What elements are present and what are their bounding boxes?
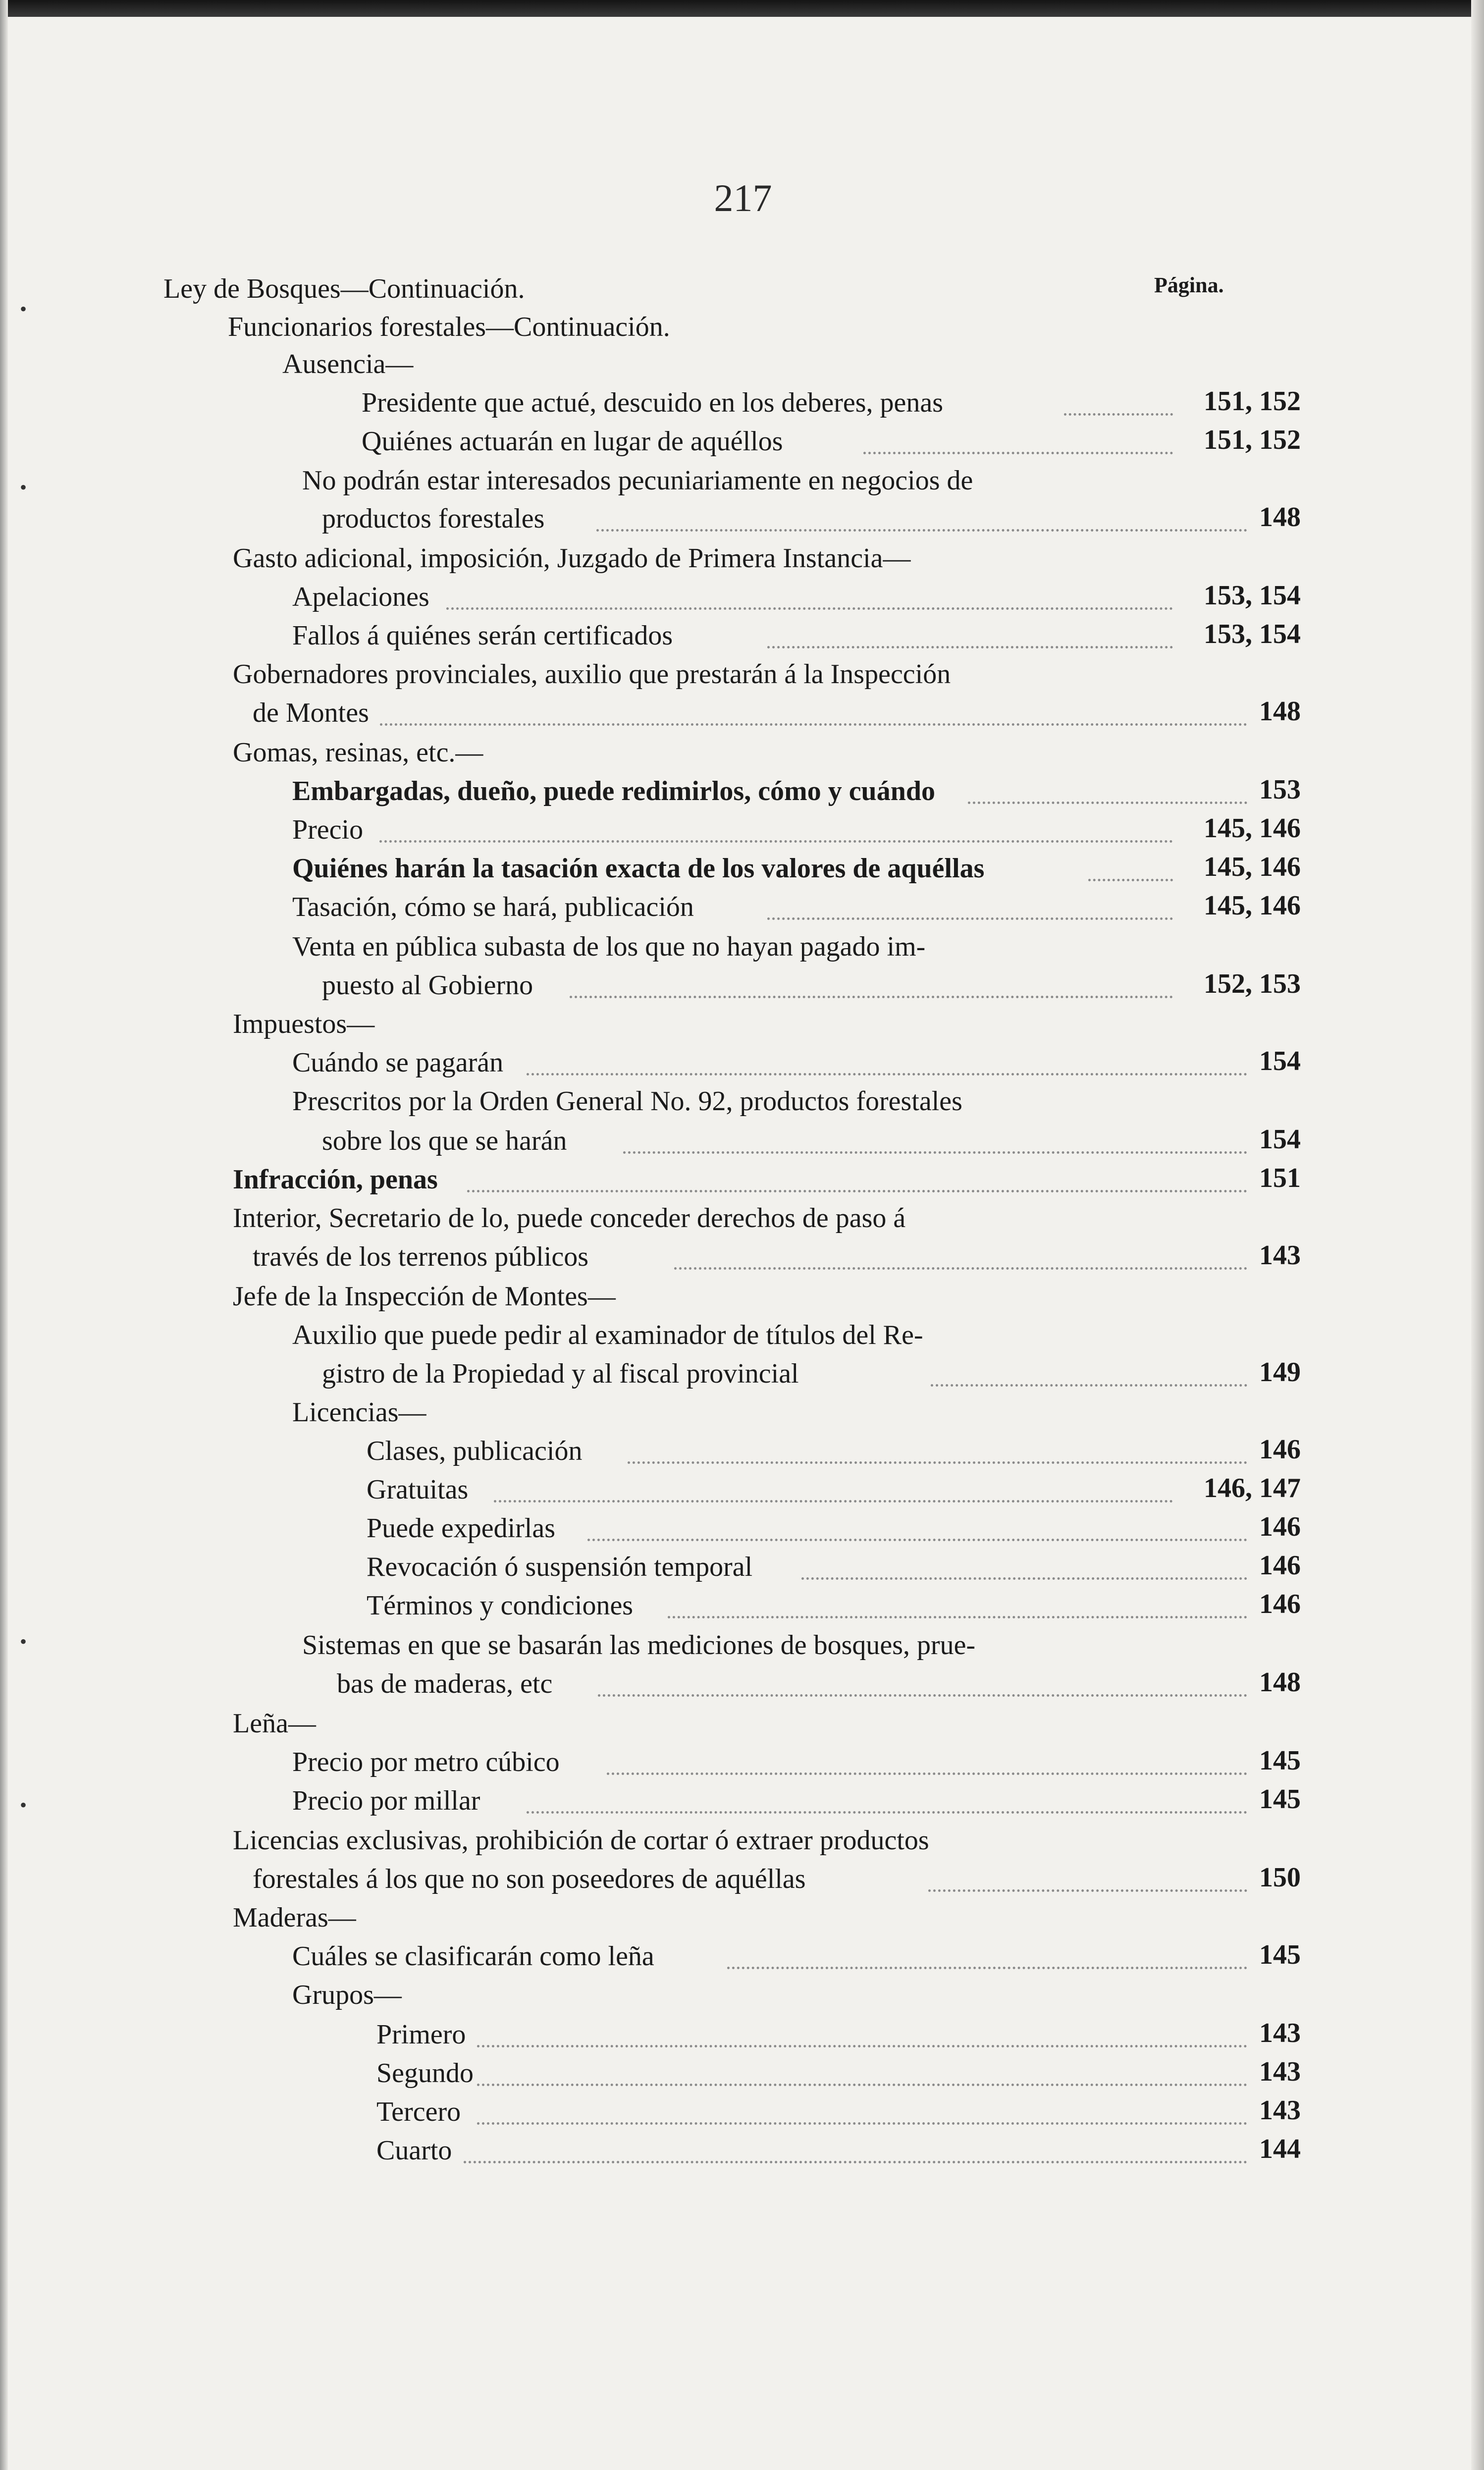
index-entry-text: Primero bbox=[376, 2019, 466, 2050]
index-entry-page: 145, 146 bbox=[1204, 813, 1301, 844]
index-entry-page: 153, 154 bbox=[1204, 619, 1301, 649]
index-entry-text: Fallos á quiénes serán certificados bbox=[292, 620, 673, 651]
leader-dots bbox=[928, 1889, 1247, 1892]
leader-dots bbox=[767, 646, 1173, 648]
index-entry-page: 148 bbox=[1259, 1667, 1301, 1698]
index-entry-text: Ausencia— bbox=[282, 349, 414, 379]
leader-dots bbox=[623, 1151, 1247, 1154]
margin-mark: • bbox=[20, 476, 27, 498]
index-entry-text: Apelaciones bbox=[292, 582, 429, 612]
index-entry-text: Puede expedirlas bbox=[367, 1513, 555, 1544]
index-entry-text: Quiénes actuarán en lugar de aquéllos bbox=[362, 426, 783, 457]
index-entry-text: Tercero bbox=[376, 2096, 461, 2127]
index-entry-text: Sistemas en que se basarán las mediciones de bosques, prue- bbox=[302, 1630, 976, 1661]
leader-dots bbox=[527, 1073, 1247, 1075]
leader-dots bbox=[477, 2084, 1247, 2086]
index-entry-text: gistro de la Propiedad y al fiscal provincial bbox=[322, 1358, 799, 1389]
leader-dots bbox=[968, 802, 1247, 804]
index-entry-text: Auxilio que puede pedir al examinador de títulos del Re- bbox=[292, 1320, 923, 1350]
index-entry-text: Revocación ó suspensión temporal bbox=[367, 1552, 753, 1582]
index-entry-text: Gratuitas bbox=[367, 1474, 469, 1505]
index-entry-text: Gobernadores provinciales, auxilio que prestarán á la Inspección bbox=[233, 659, 951, 690]
leader-dots bbox=[494, 1500, 1173, 1503]
leader-dots bbox=[727, 1967, 1247, 1969]
leader-dots bbox=[598, 1694, 1247, 1697]
leader-dots bbox=[379, 840, 1173, 843]
index-entry-text: Cuándo se pagarán bbox=[292, 1047, 504, 1078]
index-entry-page: 145, 146 bbox=[1204, 890, 1301, 921]
leader-dots bbox=[587, 1539, 1247, 1541]
scan-top-border bbox=[0, 0, 1484, 17]
index-entry-text: Segundo bbox=[376, 2058, 474, 2089]
leader-dots bbox=[863, 452, 1173, 454]
index-entry-text: Jefe de la Inspección de Montes— bbox=[233, 1281, 616, 1312]
index-entry-page: 146 bbox=[1259, 1434, 1301, 1465]
leader-dots bbox=[527, 1811, 1247, 1814]
index-entry-text: Infracción, penas bbox=[233, 1164, 438, 1195]
index-entry-page: 145 bbox=[1259, 1939, 1301, 1970]
leader-dots bbox=[767, 917, 1173, 920]
index-entry-text: Precio por millar bbox=[292, 1785, 480, 1816]
index-entry-text: forestales á los que no son poseedores de aquéllas bbox=[253, 1864, 806, 1894]
leader-dots bbox=[477, 2045, 1247, 2047]
index-entry-page: 151, 152 bbox=[1204, 386, 1301, 417]
index-entry-page: 153, 154 bbox=[1204, 580, 1301, 611]
leader-dots bbox=[1064, 413, 1173, 416]
leader-dots bbox=[380, 723, 1247, 726]
index-entry-text: Términos y condiciones bbox=[367, 1590, 634, 1621]
index-entry-page: 148 bbox=[1259, 502, 1301, 533]
index-entry-text: bas de maderas, etc bbox=[337, 1668, 553, 1699]
index-entry-text: Gasto adicional, imposición, Juzgado de Primera Instancia— bbox=[233, 543, 911, 574]
leader-dots bbox=[628, 1461, 1247, 1464]
index-entry-page: 154 bbox=[1259, 1124, 1301, 1155]
index-entry-text: Presidente que actué, descuido en los deberes, penas bbox=[362, 387, 944, 418]
index-entry-text: Quiénes harán la tasación exacta de los valores de aquéllas bbox=[292, 853, 985, 884]
index-entry-page: 153 bbox=[1259, 774, 1301, 805]
index-entry-page: 145 bbox=[1259, 1784, 1301, 1815]
index-entry-page: 154 bbox=[1259, 1046, 1301, 1076]
index-entry-text: puesto al Gobierno bbox=[322, 970, 533, 1001]
index-entry-text: No podrán estar interesados pecuniariamente en negocios de bbox=[302, 465, 973, 496]
index-heading: Ley de Bosques—Continuación. bbox=[163, 273, 525, 304]
index-entry-text: Licencias— bbox=[292, 1397, 426, 1428]
margin-mark: • bbox=[20, 1794, 27, 1816]
index-entry-text: Clases, publicación bbox=[367, 1436, 583, 1466]
index-entry-page: 146 bbox=[1259, 1511, 1301, 1542]
index-entry-page: 151 bbox=[1259, 1163, 1301, 1193]
index-subheading: Funcionarios forestales—Continuación. bbox=[228, 312, 670, 342]
index-entry-text: Tasación, cómo se hará, publicación bbox=[292, 892, 694, 922]
leader-dots bbox=[570, 996, 1173, 998]
index-entry-text: sobre los que se harán bbox=[322, 1126, 567, 1156]
leader-dots bbox=[931, 1384, 1247, 1387]
index-entry-page: 144 bbox=[1259, 2134, 1301, 2164]
pagina-column-label: Página. bbox=[1154, 273, 1224, 297]
index-entry-text: Maderas— bbox=[233, 1902, 356, 1933]
index-entry-text: Prescritos por la Orden General No. 92, productos forestales bbox=[292, 1086, 962, 1117]
index-entry-page: 146, 147 bbox=[1204, 1473, 1301, 1503]
index-entry-text: Venta en pública subasta de los que no hayan pagado im- bbox=[292, 931, 926, 962]
index-entry-page: 149 bbox=[1259, 1357, 1301, 1388]
index-entry-page: 148 bbox=[1259, 696, 1301, 727]
leader-dots bbox=[668, 1616, 1247, 1618]
scan-left-edge bbox=[0, 0, 8, 2470]
margin-mark: • bbox=[20, 1630, 27, 1653]
index-entry-page: 150 bbox=[1259, 1862, 1301, 1893]
index-entry-text: Embargadas, dueño, puede redimirlos, cómo y cuándo bbox=[292, 776, 935, 806]
index-entry-text: través de los terrenos públicos bbox=[253, 1241, 589, 1272]
leader-dots bbox=[674, 1267, 1247, 1270]
index-entry-page: 145 bbox=[1259, 1745, 1301, 1776]
page-number: 217 bbox=[714, 176, 772, 219]
index-entry-page: 143 bbox=[1259, 2095, 1301, 2126]
index-entry-page: 152, 153 bbox=[1204, 968, 1301, 999]
leader-dots bbox=[801, 1577, 1247, 1580]
index-entry-text: Gomas, resinas, etc.— bbox=[233, 737, 483, 768]
margin-mark: • bbox=[20, 298, 27, 320]
index-entry-page: 143 bbox=[1259, 2018, 1301, 2048]
index-entry-text: Cuarto bbox=[376, 2135, 452, 2166]
scan-right-edge bbox=[1471, 0, 1484, 2470]
leader-dots bbox=[607, 1772, 1247, 1775]
index-entry-text: Cuáles se clasificarán como leña bbox=[292, 1941, 654, 1972]
leader-dots bbox=[464, 2161, 1247, 2163]
index-entry-text: Precio por metro cúbico bbox=[292, 1747, 560, 1777]
leader-dots bbox=[467, 1190, 1247, 1192]
index-entry-page: 143 bbox=[1259, 1240, 1301, 1271]
index-entry-text: Grupos— bbox=[292, 1980, 402, 2010]
index-entry-page: 151, 152 bbox=[1204, 425, 1301, 455]
index-entry-text: Impuestos— bbox=[233, 1009, 375, 1039]
index-entry-text: Interior, Secretario de lo, puede conceder derechos de paso á bbox=[233, 1203, 906, 1234]
leader-dots bbox=[1088, 879, 1173, 881]
index-entry-page: 143 bbox=[1259, 2056, 1301, 2087]
leader-dots bbox=[596, 529, 1247, 532]
index-entry-text: Precio bbox=[292, 814, 364, 845]
index-entry-page: 145, 146 bbox=[1204, 852, 1301, 882]
index-entry-text: Leña— bbox=[233, 1708, 316, 1739]
index-entry-page: 146 bbox=[1259, 1589, 1301, 1619]
index-entry-page: 146 bbox=[1259, 1550, 1301, 1581]
leader-dots bbox=[446, 607, 1173, 610]
index-entry-text: productos forestales bbox=[322, 503, 545, 534]
index-entry-text: de Montes bbox=[253, 698, 369, 728]
leader-dots bbox=[477, 2122, 1247, 2125]
index-entry-text: Licencias exclusivas, prohibición de cortar ó extraer productos bbox=[233, 1825, 929, 1856]
